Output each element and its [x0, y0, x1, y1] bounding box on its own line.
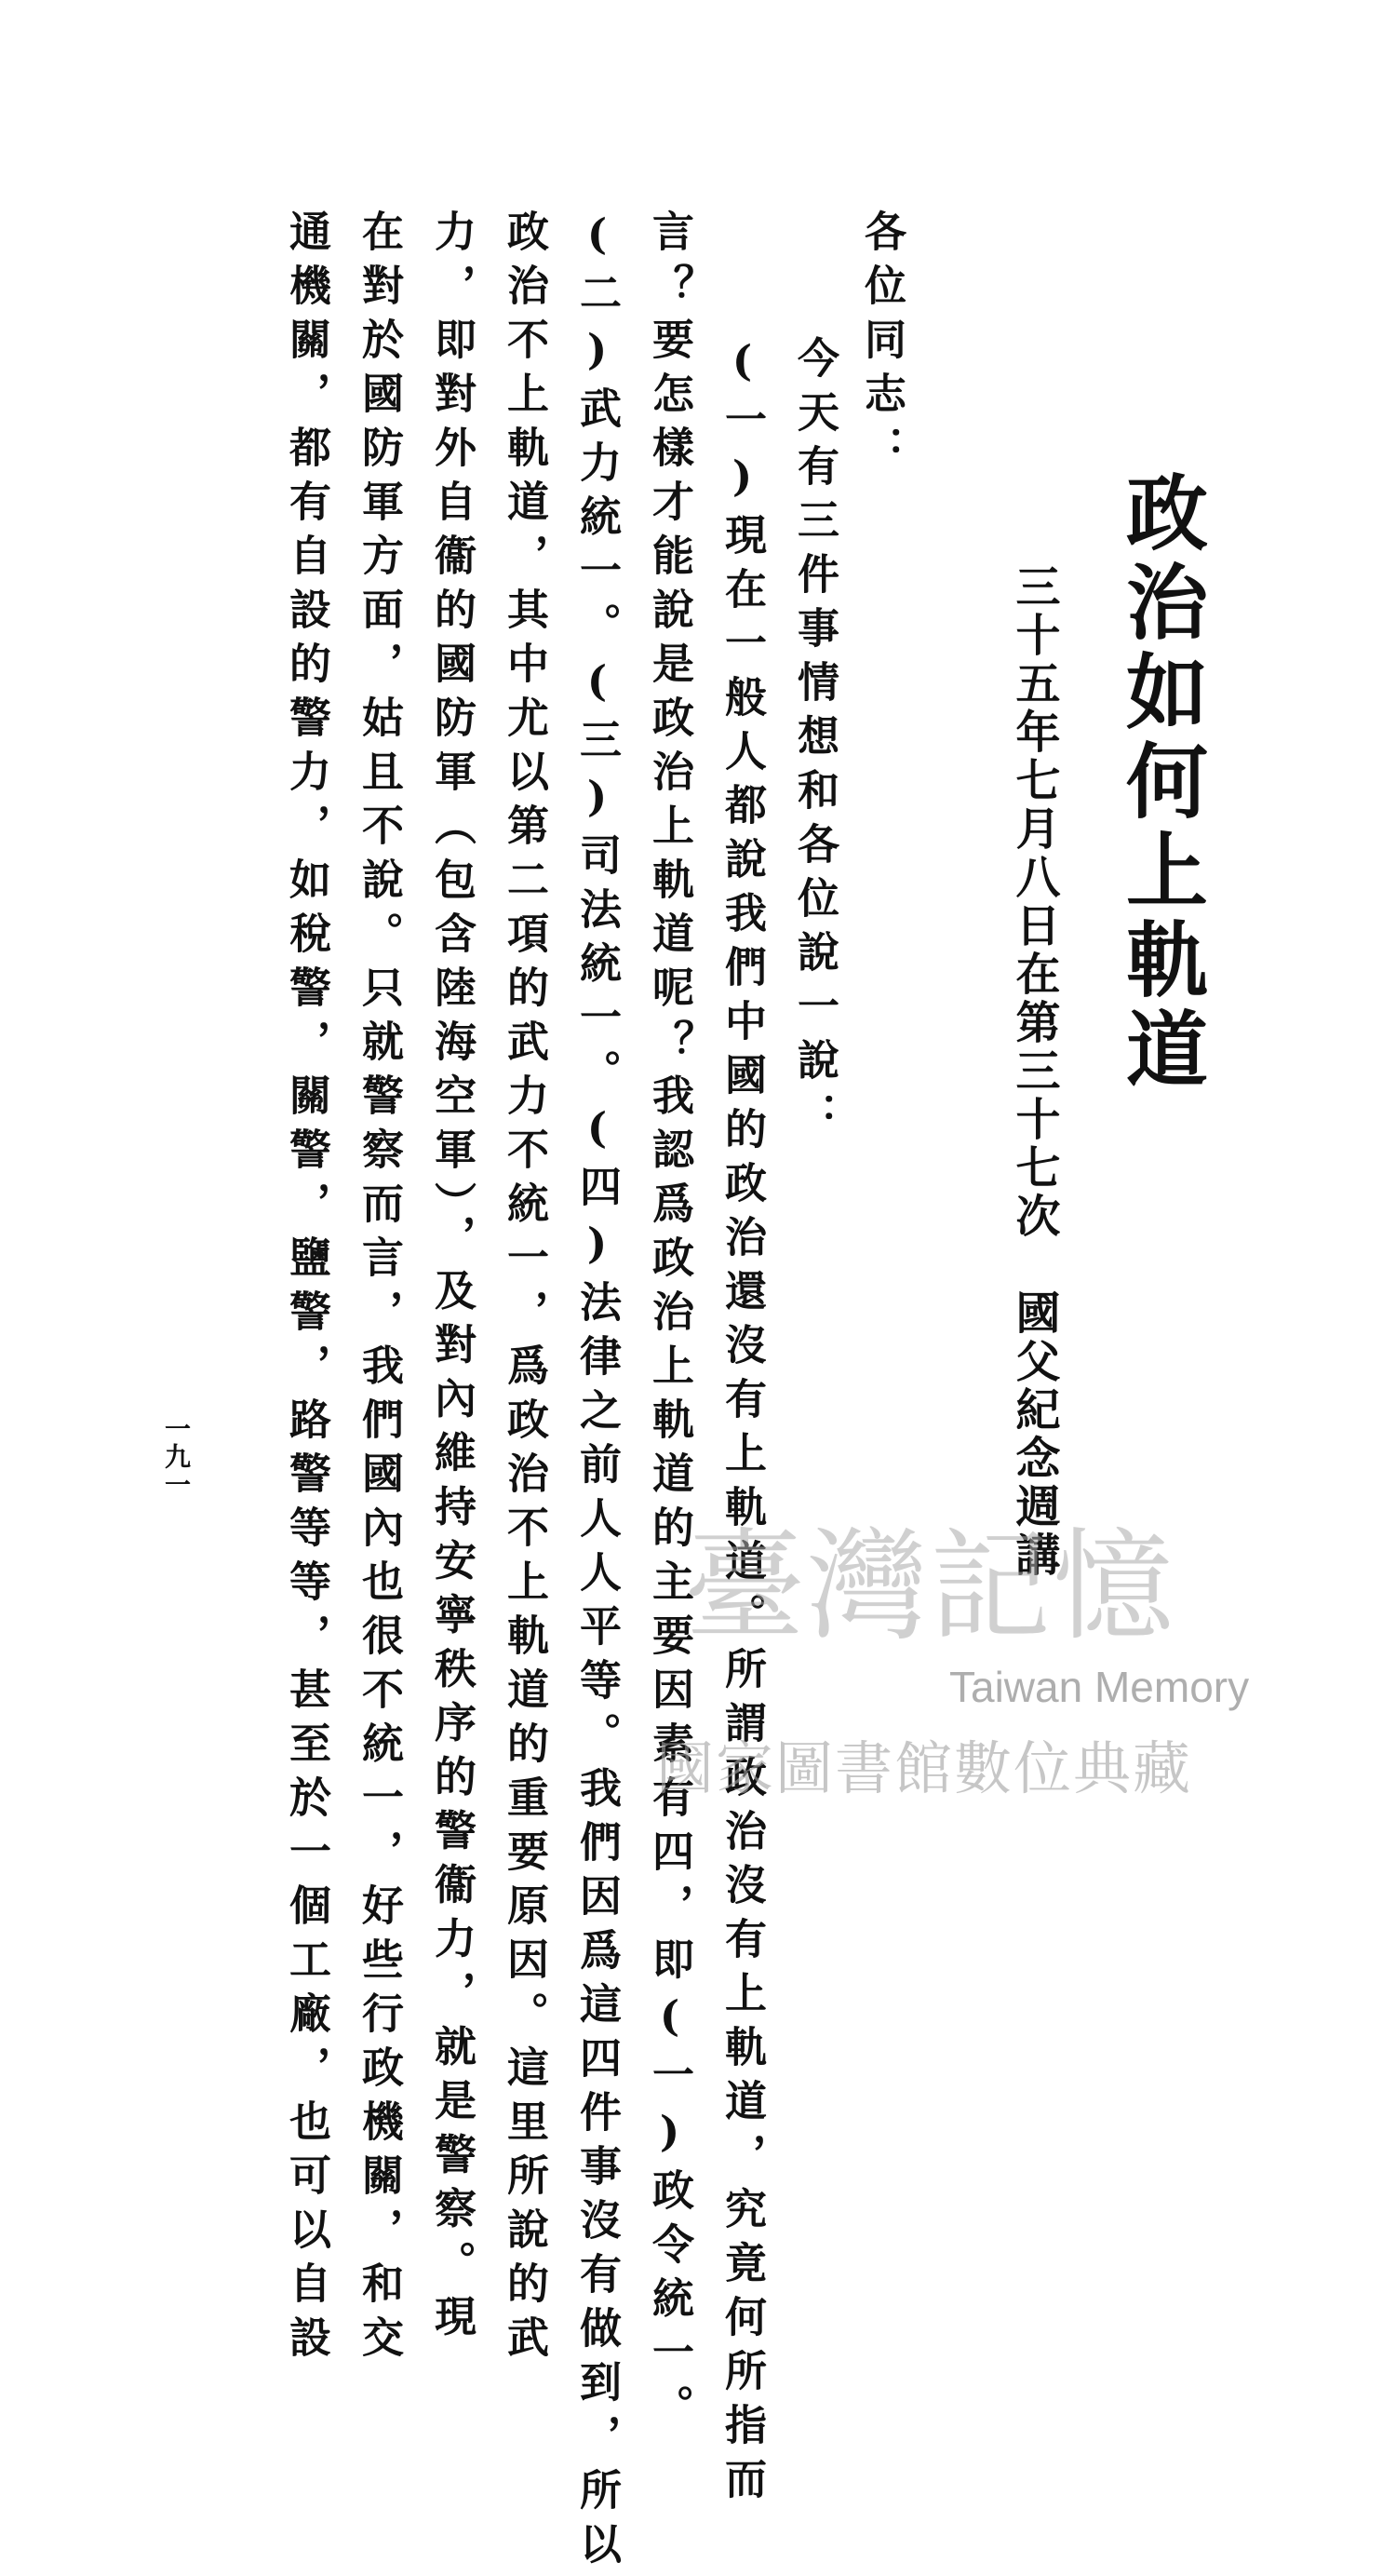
- body-column: (二)武力統一。(三)司法統一。(四)法律之前人人平等。我們因爲這四件事沒有做到，所以: [572, 209, 622, 2576]
- body-column: 在對於國防軍方面，姑且不說。只就警察而言，我們國內也很不統一，好些行政機關，和交: [355, 209, 404, 2369]
- page-subtitle: 三十五年七月八日在第三十七次 國父紀念週講: [1008, 563, 1060, 1580]
- watermark-logo-text: 臺灣記憶: [684, 1516, 1176, 1657]
- body-column: (一)現在一般人都說我們中國的政治還沒有上軌道。所謂政治沒有上軌道，究竟何所指而: [718, 282, 767, 2511]
- body-column: 通機關，都有自設的警力，如稅警，關警，鹽警，路警等等，甚至於一個工廠，也可以自設: [282, 209, 331, 2369]
- body-column: 力，即對外自衞的國防軍（包含陸海空軍），及對內維持安寧秩序的警衞力，就是警察。現: [427, 209, 477, 2349]
- body-column: 各位同志：: [857, 209, 906, 479]
- watermark-english: Taiwan Memory: [949, 1663, 1250, 1711]
- body-column: 政治不上軌道，其中尤以第二項的武力不統一，爲政治不上軌道的重要原因。這里所說的武: [500, 209, 549, 2369]
- page-title: 政治如何上軌道: [1113, 470, 1210, 1096]
- body-column: 今天有三件事情想和各位說一說：: [790, 282, 839, 1146]
- watermark-organization: 國家圖書館數位典藏: [656, 1734, 1193, 1802]
- body-column: 言？要怎樣才能說是政治上軌道呢？我認爲政治上軌道的主要因素有四，即(一)政令統一。: [645, 209, 694, 2438]
- page-number: 一九一: [161, 1415, 192, 1499]
